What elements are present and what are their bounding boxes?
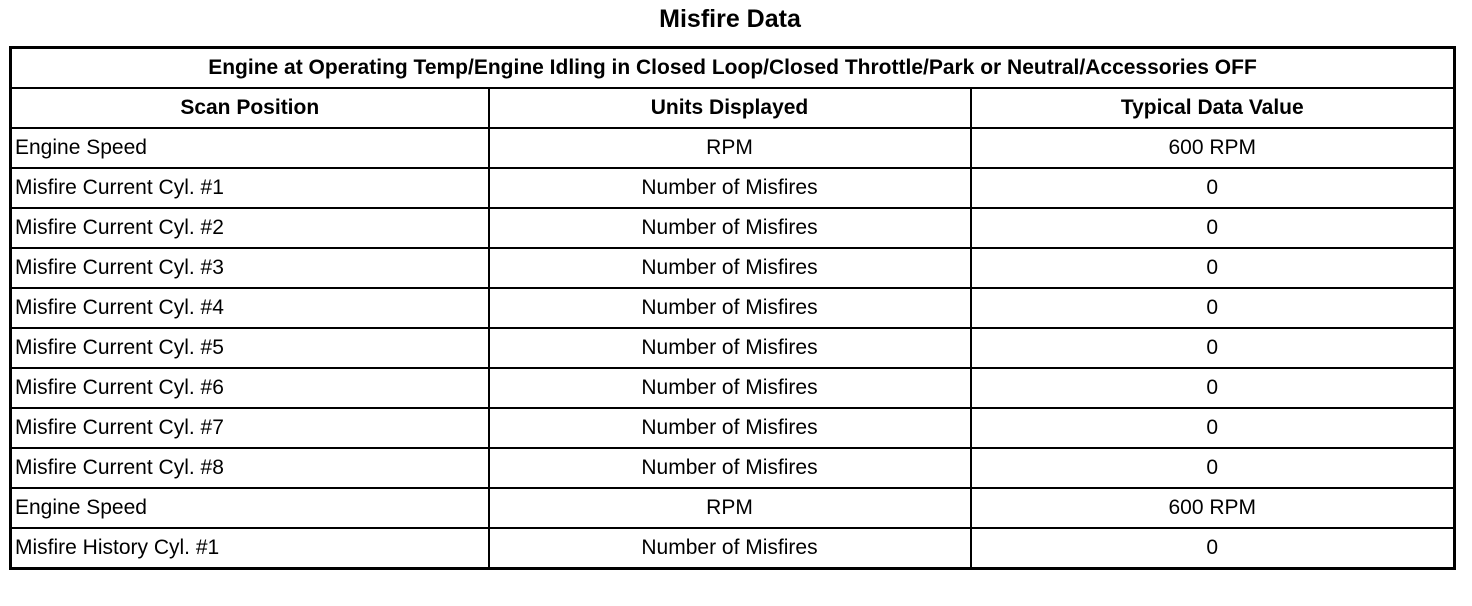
table-row <box>11 248 1455 288</box>
table-row <box>11 408 1455 448</box>
typical-value-cell: 0 <box>971 368 1455 408</box>
column-header-typical-data-value: Typical Data Value <box>971 88 1455 128</box>
scan-position-cell: Misfire History Cyl. #1 <box>11 528 489 569</box>
scan-position-cell: Misfire Current Cyl. #4 <box>11 288 489 328</box>
table-row <box>11 488 1455 528</box>
typical-value-cell: 0 <box>971 408 1455 448</box>
scan-position-cell: Engine Speed <box>11 488 489 528</box>
units-displayed-cell: Number of Misfires <box>489 528 971 569</box>
typical-value-cell: 0 <box>971 528 1455 569</box>
units-displayed-cell: Number of Misfires <box>489 448 971 488</box>
condition-row <box>11 48 1455 89</box>
typical-value-cell: 0 <box>971 208 1455 248</box>
units-displayed-cell: RPM <box>489 488 971 528</box>
typical-value-cell: 600 RPM <box>971 128 1455 168</box>
scan-position-cell: Misfire Current Cyl. #3 <box>11 248 489 288</box>
condition-header: Engine at Operating Temp/Engine Idling in Closed Loop/Closed Throttle/Park or Neutral/Accessories OFF <box>11 48 1455 89</box>
typical-value-cell: 0 <box>971 288 1455 328</box>
scan-position-cell: Misfire Current Cyl. #2 <box>11 208 489 248</box>
page-title: Misfire Data <box>659 5 801 33</box>
table-row <box>11 208 1455 248</box>
scan-position-cell: Engine Speed <box>11 128 489 168</box>
table-row <box>11 368 1455 408</box>
scan-position-cell: Misfire Current Cyl. #1 <box>11 168 489 208</box>
misfire-data-table <box>9 46 1456 570</box>
table-row <box>11 448 1455 488</box>
units-displayed-cell: Number of Misfires <box>489 168 971 208</box>
units-displayed-cell: Number of Misfires <box>489 408 971 448</box>
table-row <box>11 328 1455 368</box>
column-header-scan-position: Scan Position <box>11 88 489 128</box>
typical-value-cell: 0 <box>971 248 1455 288</box>
scan-position-cell: Misfire Current Cyl. #8 <box>11 448 489 488</box>
typical-value-cell: 600 RPM <box>971 488 1455 528</box>
scan-position-cell: Misfire Current Cyl. #6 <box>11 368 489 408</box>
units-displayed-cell: Number of Misfires <box>489 288 971 328</box>
table-row <box>11 128 1455 168</box>
typical-value-cell: 0 <box>971 448 1455 488</box>
units-displayed-cell: Number of Misfires <box>489 208 971 248</box>
units-displayed-cell: Number of Misfires <box>489 328 971 368</box>
column-header-units-displayed: Units Displayed <box>489 88 971 128</box>
typical-value-cell: 0 <box>971 168 1455 208</box>
table-row <box>11 528 1455 569</box>
units-displayed-cell: Number of Misfires <box>489 368 971 408</box>
units-displayed-cell: RPM <box>489 128 971 168</box>
scan-position-cell: Misfire Current Cyl. #7 <box>11 408 489 448</box>
units-displayed-cell: Number of Misfires <box>489 248 971 288</box>
scan-position-cell: Misfire Current Cyl. #5 <box>11 328 489 368</box>
typical-value-cell: 0 <box>971 328 1455 368</box>
table-row <box>11 168 1455 208</box>
table-row <box>11 288 1455 328</box>
column-header-row <box>11 88 1455 128</box>
